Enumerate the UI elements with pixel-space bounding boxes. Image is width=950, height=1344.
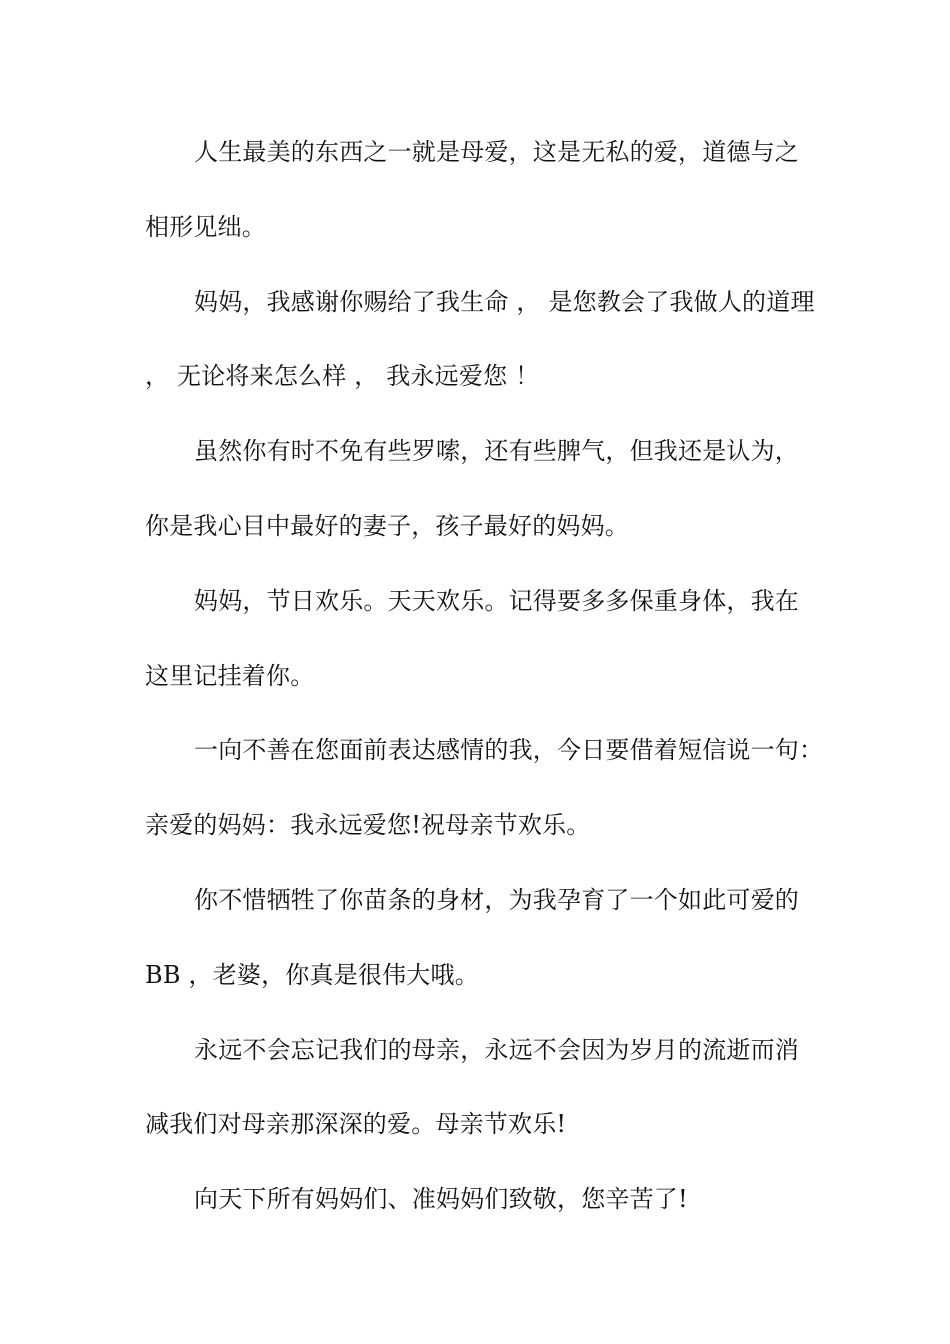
- paragraph-3-line-1: 虽然你有时不免有些罗嗦，还有些脾气，但我还是认为，: [194, 437, 799, 466]
- paragraph-4-line-2: 这里记挂着你。: [145, 661, 315, 690]
- paragraph-7-line-2: 减我们对母亲那深深的爱。母亲节欢乐!: [145, 1110, 567, 1139]
- paragraph-1-line-2: 相形见绌。: [145, 212, 266, 241]
- paragraph-6-line-2: BB ，老婆，你真是很伟大哦。: [145, 960, 479, 989]
- paragraph-4-line-1: 妈妈，节日欢乐。天天欢乐。记得要多多保重身体，我在: [194, 586, 799, 615]
- paragraph-1-line-1: 人生最美的东西之一就是母爱，这是无私的爱，道德与之: [194, 138, 799, 166]
- document-body: [145, 128, 824, 1250]
- paragraph-5-line-2: 亲爱的妈妈：我永远爱您!祝母亲节欢乐。: [145, 811, 591, 840]
- paragraph-7-line-1: 永远不会忘记我们的母亲，永远不会因为岁月的流逝而消: [194, 1035, 799, 1064]
- paragraph-2-line-1: 妈妈，我感谢你赐给了我生命 ， 是您教会了我做人的道理: [194, 287, 815, 316]
- paragraph-2-line-2: ， 无论将来怎么样 ， 我永远爱您 ！: [145, 362, 540, 391]
- paragraph-5-line-1: 一向不善在您面前表达感情的我，今日要借着短信说一句：: [194, 736, 824, 765]
- paragraph-6-line-1: 你不惜牺牲了你苗条的身材，为我孕育了一个如此可爱的: [194, 885, 799, 914]
- paragraph-3-line-2: 你是我心目中最好的妻子，孩子最好的妈妈。: [145, 511, 629, 540]
- paragraph-8-line-1: 向天下所有妈妈们、准妈妈们致敬，您辛苦了!: [194, 1185, 688, 1214]
